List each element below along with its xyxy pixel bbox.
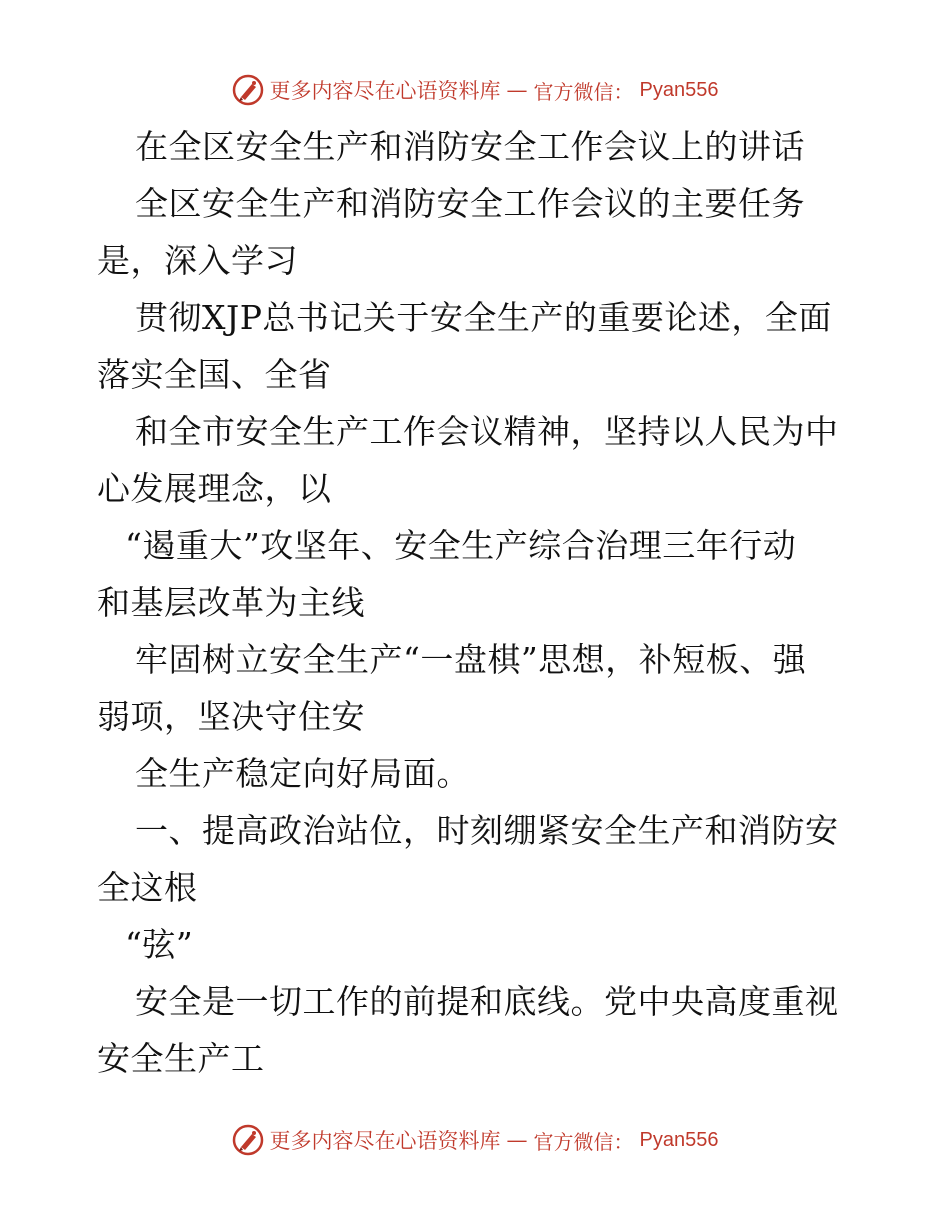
paragraph-line: “遏重大”攻坚年、安全生产综合治理三年行动	[125, 526, 797, 565]
watermark-wechat-label: 官方微信：	[533, 1129, 634, 1154]
footer-watermark	[0, 1120, 950, 1160]
paragraph-line: 心发展理念，以	[97, 469, 332, 508]
paragraph-line: 贯彻XJP总书记关于安全生产的重要论述，全面	[135, 298, 832, 337]
paragraph-line: 是，深入学习	[97, 241, 298, 280]
watermark-site-name: 更多内容尽在心语资料库	[269, 79, 501, 103]
paragraph-line: 和基层改革为主线	[97, 583, 365, 622]
header-watermark	[0, 70, 950, 110]
paragraph-line: 安全是一切工作的前提和底线。党中央高度重视	[135, 982, 839, 1021]
paragraph-line: 牢固树立安全生产“一盘棋”思想，补短板、强	[135, 640, 807, 679]
document-title: 在全区安全生产和消防安全工作会议上的讲话	[135, 127, 805, 166]
document-body	[97, 118, 857, 1087]
watermark-wechat-id: Pyan556	[639, 1128, 719, 1151]
section-heading-continued: 全这根	[97, 868, 198, 907]
section-heading: 一、提高政治站位，时刻绷紧安全生产和消防安	[135, 811, 839, 850]
paragraph-line: 全生产稳定向好局面。	[135, 754, 470, 793]
section-heading-continued: “弦”	[125, 925, 194, 964]
watermark-wechat-label: 官方微信：	[533, 79, 634, 104]
paragraph-line: 安全生产工	[97, 1039, 265, 1078]
paragraph-line: 落实全国、全省	[97, 355, 332, 394]
watermark-dash: —	[506, 1128, 528, 1152]
watermark-wechat-id: Pyan556	[639, 78, 719, 101]
paragraph-line: 和全市安全生产工作会议精神，坚持以人民为中	[135, 412, 839, 451]
pen-logo-icon	[232, 1124, 264, 1156]
watermark-site-name: 更多内容尽在心语资料库	[269, 1129, 501, 1153]
paragraph-line: 弱项，坚决守住安	[97, 697, 365, 736]
watermark-dash: —	[506, 78, 528, 102]
pen-logo-icon	[232, 74, 264, 106]
paragraph-line: 全区安全生产和消防安全工作会议的主要任务	[135, 184, 805, 223]
